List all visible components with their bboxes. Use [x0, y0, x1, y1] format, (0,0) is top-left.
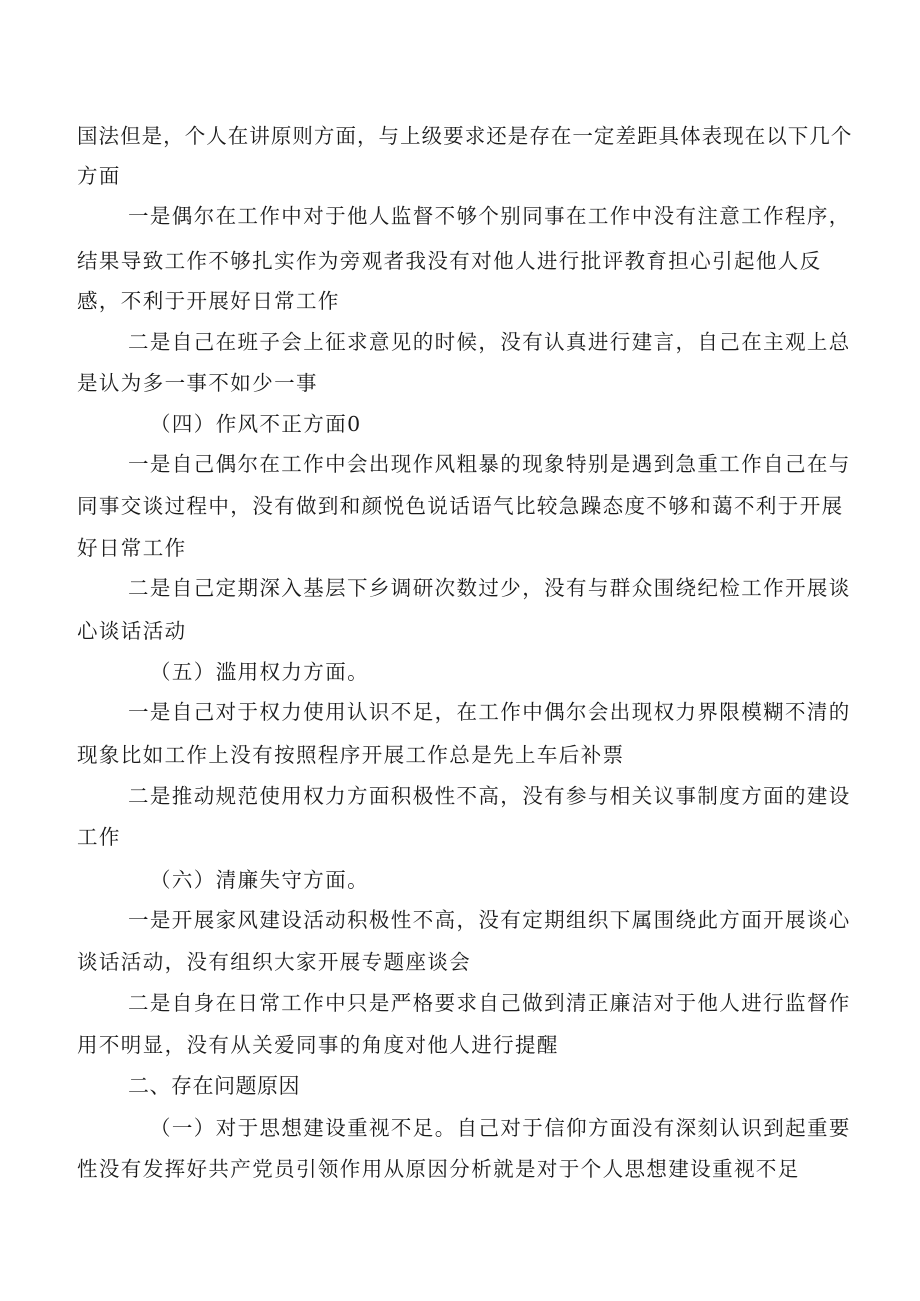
text-line: 好日常工作	[77, 536, 187, 560]
text-line: 结果导致工作不够扎实作为旁观者我没有对他人进行批评教育担心引起他人反	[77, 249, 822, 273]
text-line: 用不明显，没有从关爱同事的角度对他人进行提醒	[77, 1033, 559, 1057]
text-line: 是认为多一事不如少一事	[77, 371, 318, 395]
section-heading: （六）清廉失守方面。	[150, 868, 369, 892]
paragraph-start: （一）对于思想建设重视不足。自己对于信仰方面没有深刻认识到起重要	[150, 1116, 851, 1140]
section-heading: （五）滥用权力方面。	[150, 660, 369, 684]
chapter-heading: 二、存在问题原因	[128, 1074, 300, 1098]
section-heading: （四）作风不正方面0	[150, 412, 362, 436]
text-line: 工作	[77, 825, 121, 849]
paragraph-start: 一是自己对于权力使用认识不足，在工作中偶尔会出现权力界限模糊不清的	[128, 700, 851, 724]
paragraph-start: 一是偶尔在工作中对于他人监督不够个别同事在工作中没有注意工作程序，	[128, 204, 851, 228]
paragraph-start: 二是自己定期深入基层下乡调研次数过少，没有与群众围绕纪检工作开展谈	[128, 576, 851, 600]
text-line: 感，不利于开展好日常工作	[77, 289, 340, 313]
paragraph-start: 一是开展家风建设活动积极性不高，没有定期组织下属围绕此方面开展谈心	[128, 908, 851, 932]
text-line: 国法但是，个人在讲原则方面，与上级要求还是存在一定差距具体表现在以下几个	[77, 124, 853, 148]
paragraph-start: 二是推动规范使用权力方面积极性不高，没有参与相关议事制度方面的建设	[128, 784, 851, 808]
text-line: 现象比如工作上没有按照程序开展工作总是先上车后补票	[77, 743, 625, 767]
text-line: 谈话活动，没有组织大家开展专题座谈会	[77, 950, 472, 974]
paragraph-start: 一是自己偶尔在工作中会出现作风粗暴的现象特别是遇到急重工作自己在与	[128, 452, 851, 476]
text-line: 心谈话活动	[77, 619, 187, 643]
text-line: 性没有发挥好共产党员引领作用从原因分析就是对于个人思想建设重视不足	[77, 1157, 800, 1181]
paragraph-start: 二是自身在日常工作中只是严格要求自己做到清正廉洁对于他人进行监督作	[128, 991, 851, 1015]
paragraph-start: 二是自己在班子会上征求意见的时候，没有认真进行建言，自己在主观上总	[128, 330, 851, 354]
text-line: 方面	[77, 164, 121, 188]
text-line: 同事交谈过程中，没有做到和颜悦色说话语气比较急躁态度不够和蔼不利于开展	[77, 494, 844, 518]
